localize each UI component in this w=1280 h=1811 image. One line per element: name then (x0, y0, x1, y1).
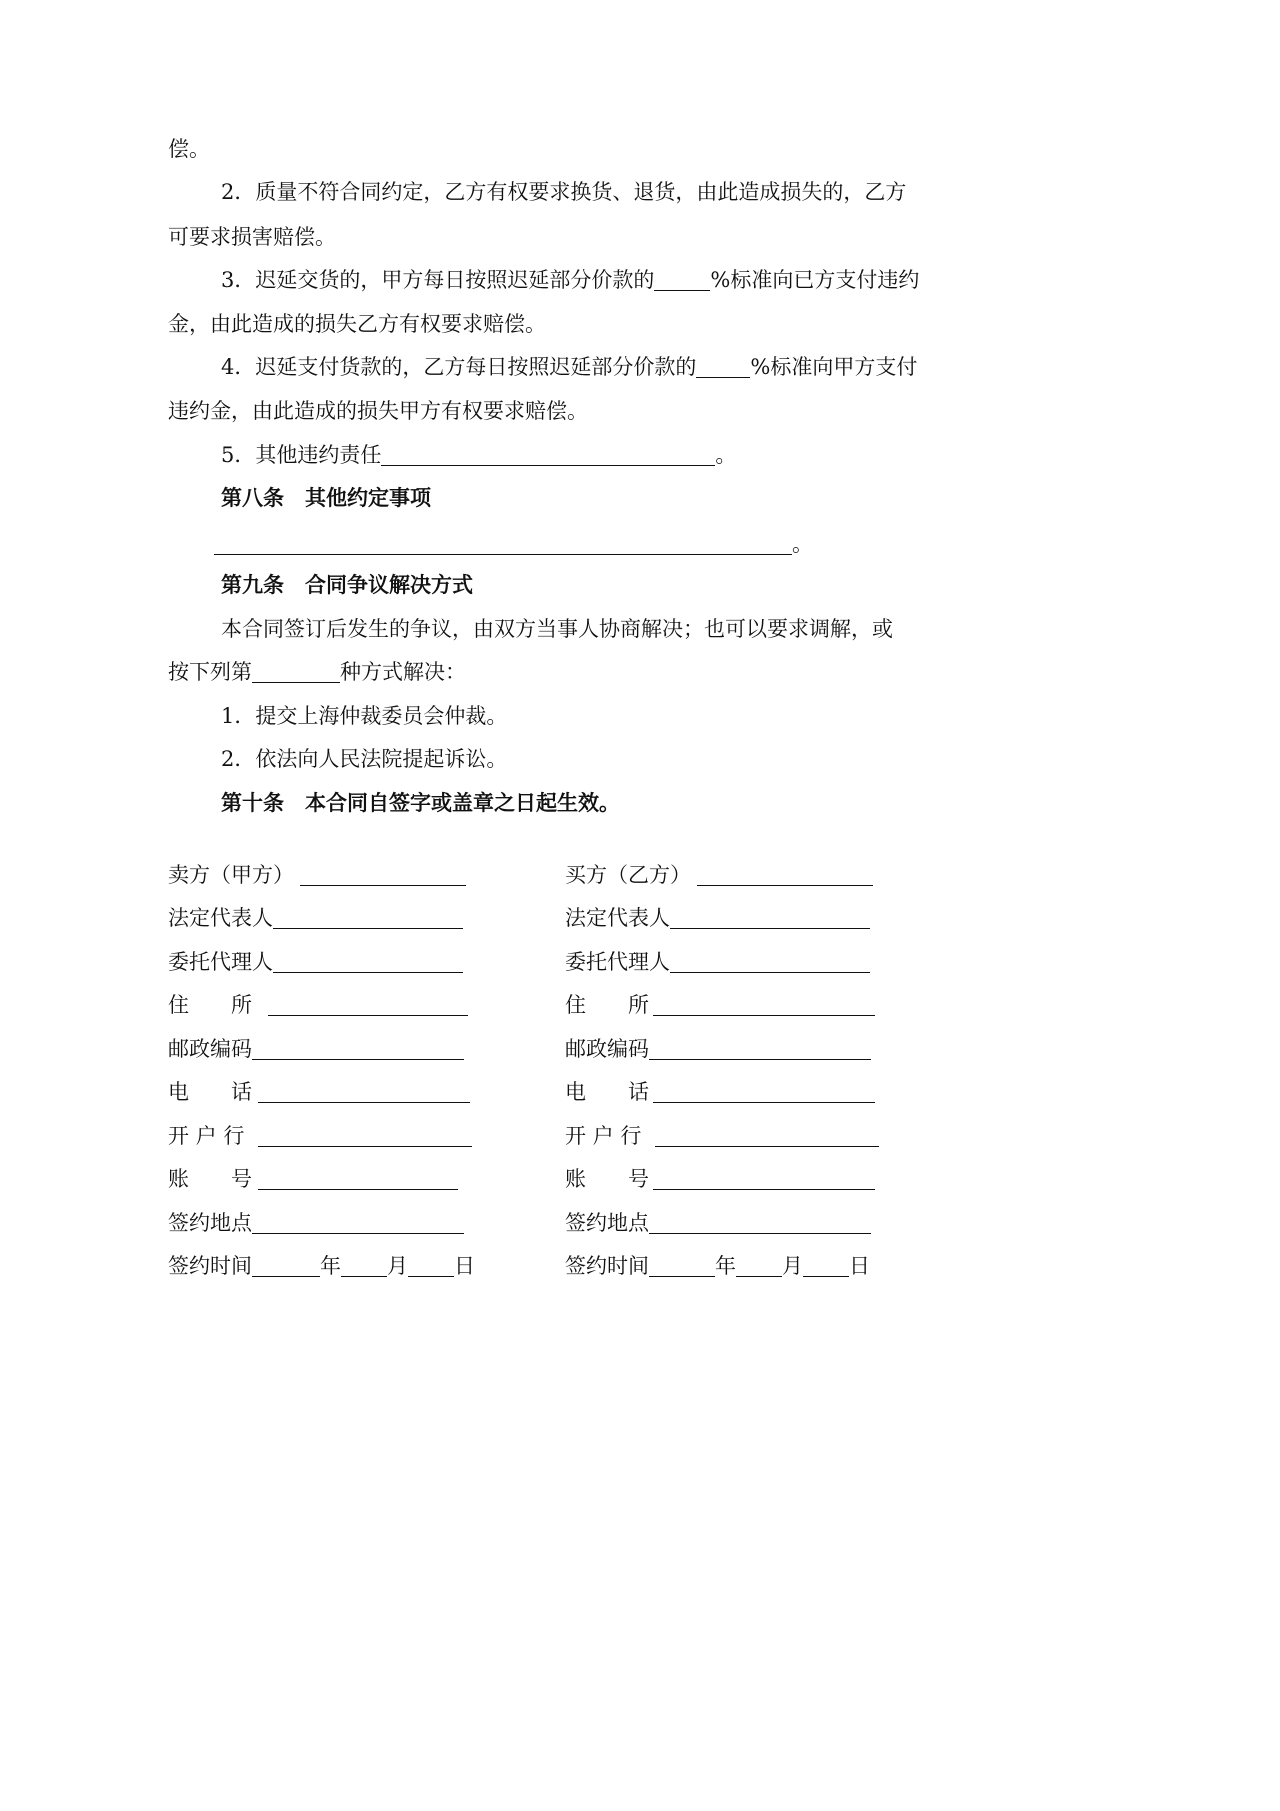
buyer-bank-field (565, 1121, 879, 1151)
blank-line[interactable] (697, 863, 873, 886)
year-label: 年 (715, 1254, 736, 1278)
field-label: 电 话 (168, 1080, 252, 1104)
field-label: 签约时间 (168, 1254, 252, 1278)
blank-line[interactable] (214, 532, 792, 555)
blank-line[interactable] (653, 993, 875, 1016)
blank-line[interactable] (258, 1080, 470, 1103)
buyer-phone-field (565, 1077, 875, 1107)
text: 2．质量不符合同约定，乙方有权要求换货、退货，由此造成损失的，乙方 (221, 180, 907, 204)
blank-line[interactable] (696, 355, 750, 378)
text: 2．依法向人民法院提起诉讼。 (221, 747, 508, 771)
text: 。 (792, 532, 813, 556)
blank-line[interactable] (649, 1254, 715, 1277)
clause-3-line (168, 309, 546, 339)
text: 本合同签订后发生的争议，由双方当事人协商解决；也可以要求调解，或 (221, 617, 893, 641)
field-label: 签约地点 (565, 1211, 649, 1235)
field-label: 住 所 (565, 993, 649, 1017)
paragraph-line (168, 134, 210, 164)
clause-4-line (168, 396, 588, 426)
blank-line[interactable] (252, 1254, 320, 1277)
buyer-agent-field (565, 947, 870, 977)
clause-4-line (221, 352, 917, 382)
clause-2-line (168, 222, 336, 252)
buyer-address-field (565, 990, 875, 1020)
blank-line[interactable] (653, 1167, 875, 1190)
blank-line[interactable] (273, 906, 463, 929)
text: 第九条 合同争议解决方式 (221, 572, 473, 597)
blank-line[interactable] (670, 906, 870, 929)
field-label: 电 话 (565, 1080, 649, 1104)
text: 按下列第 (168, 660, 252, 684)
day-label: 日 (454, 1254, 475, 1278)
text: 违约金，由此造成的损失甲方有权要求赔偿。 (168, 399, 588, 423)
blank-line[interactable] (653, 1080, 875, 1103)
article-8-heading (221, 483, 431, 513)
month-label: 月 (782, 1254, 803, 1278)
field-label: 法定代表人 (565, 906, 670, 930)
buyer-place-field (565, 1208, 871, 1238)
field-label: 法定代表人 (168, 906, 273, 930)
article-10-heading (221, 788, 620, 818)
blank-line[interactable] (649, 1037, 871, 1060)
blank-line[interactable] (341, 1254, 387, 1277)
blank-line[interactable] (670, 950, 870, 973)
blank-line[interactable] (655, 1124, 879, 1147)
seller-rep-field (168, 903, 463, 933)
option-2 (221, 744, 507, 774)
field-label: 委托代理人 (168, 950, 273, 974)
seller-bank-field (168, 1121, 472, 1151)
text: 。 (715, 443, 737, 467)
text: 可要求损害赔偿。 (168, 225, 336, 249)
field-label: 签约时间 (565, 1254, 649, 1278)
day-label: 日 (849, 1254, 870, 1278)
seller-agent-field (168, 947, 463, 977)
seller-account-field (168, 1164, 458, 1194)
field-label: 委托代理人 (565, 950, 670, 974)
blank-line[interactable] (258, 1124, 472, 1147)
clause-5-line (221, 440, 736, 470)
blank-line[interactable] (381, 443, 715, 466)
seller-party-field (168, 860, 466, 890)
text: %标准向甲方支付 (750, 355, 918, 379)
blank-line[interactable] (252, 1211, 464, 1234)
text: 第十条 本合同自签字或盖章之日起生效。 (221, 790, 620, 815)
seller-place-field (168, 1208, 464, 1238)
text: 金，由此造成的损失乙方有权要求赔偿。 (168, 312, 546, 336)
text: %标准向已方支付违约 (710, 268, 920, 292)
field-label: 邮政编码 (565, 1037, 649, 1061)
field-label: 卖方（甲方） (168, 863, 294, 887)
clause-2-line (221, 177, 906, 207)
year-label: 年 (320, 1254, 341, 1278)
blank-line[interactable] (736, 1254, 782, 1277)
buyer-rep-field (565, 903, 870, 933)
field-label: 邮政编码 (168, 1037, 252, 1061)
seller-address-field (168, 990, 468, 1020)
article-9-line (168, 657, 466, 687)
blank-line[interactable] (300, 863, 466, 886)
blank-line[interactable] (268, 993, 468, 1016)
field-label: 账 号 (168, 1167, 252, 1191)
blank-line[interactable] (258, 1167, 458, 1190)
blank-line[interactable] (803, 1254, 849, 1277)
blank-line[interactable] (273, 950, 463, 973)
article-8-blank (214, 529, 813, 559)
article-9-line (221, 614, 893, 644)
field-label: 买方（乙方） (565, 863, 691, 887)
blank-line[interactable] (252, 1037, 464, 1060)
blank-line[interactable] (252, 660, 340, 683)
field-label: 开 户 行 (168, 1124, 245, 1148)
blank-line[interactable] (649, 1211, 871, 1234)
clause-3-line (221, 265, 919, 295)
seller-date-field (168, 1251, 475, 1281)
text: 5．其他违约责任 (221, 443, 382, 467)
month-label: 月 (387, 1254, 408, 1278)
field-label: 签约地点 (168, 1211, 252, 1235)
text: 第八条 其他约定事项 (221, 485, 431, 510)
blank-line[interactable] (654, 268, 710, 291)
buyer-account-field (565, 1164, 875, 1194)
field-label: 账 号 (565, 1167, 649, 1191)
option-1 (221, 701, 507, 731)
article-9-heading (221, 570, 473, 600)
text: 偿。 (168, 137, 210, 161)
seller-postal-field (168, 1034, 464, 1064)
buyer-party-field (565, 860, 873, 890)
field-label: 开 户 行 (565, 1124, 642, 1148)
text: 种方式解决： (340, 660, 466, 684)
seller-phone-field (168, 1077, 470, 1107)
buyer-date-field (565, 1251, 870, 1281)
blank-line[interactable] (408, 1254, 454, 1277)
text: 1．提交上海仲裁委员会仲裁。 (221, 704, 508, 728)
field-label: 住 所 (168, 993, 252, 1017)
text: 4．迟延支付货款的，乙方每日按照迟延部分价款的 (221, 355, 697, 379)
text: 3．迟延交货的，甲方每日按照迟延部分价款的 (221, 268, 655, 292)
buyer-postal-field (565, 1034, 871, 1064)
